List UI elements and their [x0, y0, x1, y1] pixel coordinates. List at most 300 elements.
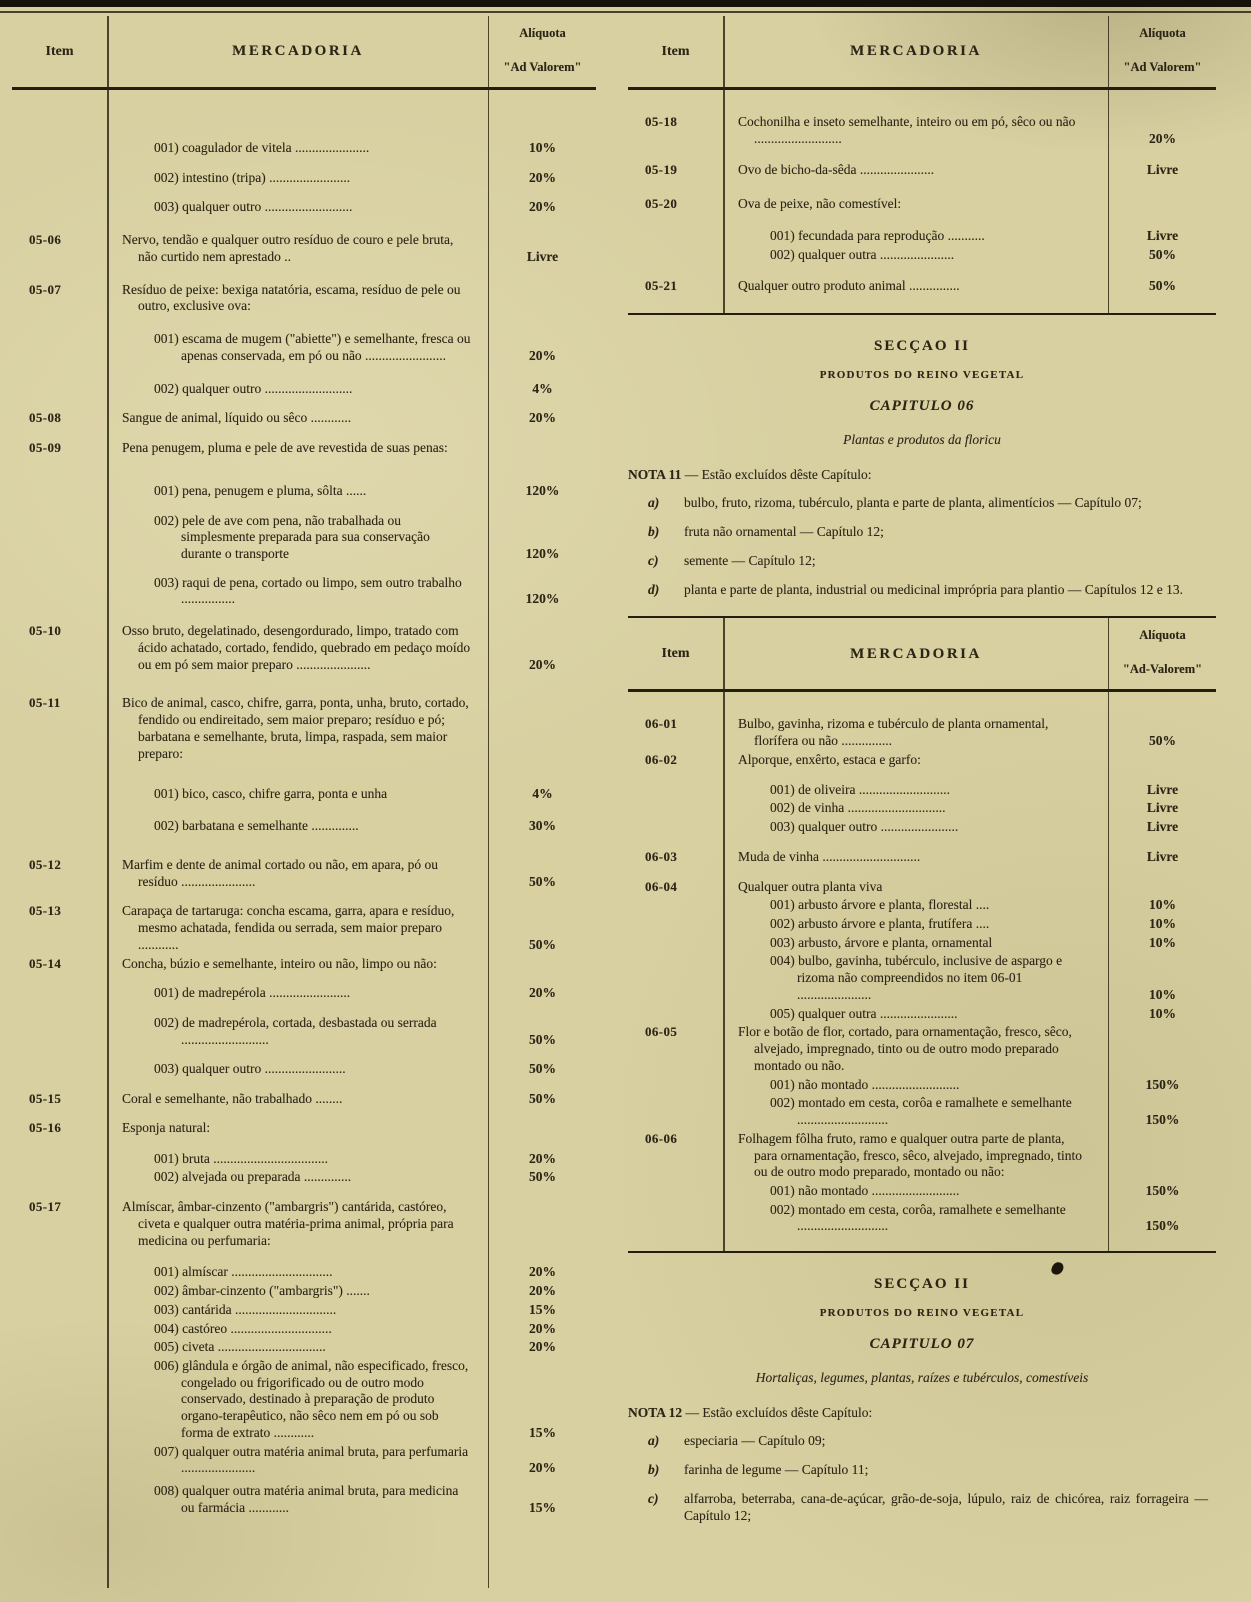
- tariff-row: [628, 750, 1216, 769]
- item-code: 05-19: [645, 162, 678, 178]
- merchandise-description: Concha, búzio e semelhante, inteiro ou não, limpo ou não:: [122, 955, 437, 971]
- ad-valorem-rate: 20%: [1149, 130, 1176, 146]
- column-divider: [107, 16, 109, 1588]
- item-code: [12, 1151, 107, 1168]
- ad-valorem-rate: Livre: [1146, 819, 1179, 835]
- column-header-aliquota: [489, 16, 596, 87]
- merchandise-description: Flor e botão de flor, cortado, para ornamentação, fresco, sêco, alvejado, impregnado, tinto ou de outro modo preparado montado ou não.: [738, 1024, 1072, 1073]
- ad-valorem-rate: 120%: [525, 482, 560, 498]
- tariff-row: [628, 933, 1216, 952]
- ad-valorem-rate: 20%: [529, 985, 556, 1001]
- item-code: [12, 1444, 107, 1477]
- item-code: 05-07: [29, 281, 62, 297]
- merchandise-description: 002) qualquer outro ..........................: [154, 380, 353, 396]
- tariff-row: [628, 836, 1216, 866]
- tariff-row: [12, 457, 596, 500]
- left-column: [12, 16, 596, 1588]
- item-code: [12, 818, 107, 835]
- ad-valorem-rate: 15%: [529, 1301, 556, 1317]
- tariff-row: [12, 1356, 596, 1442]
- exclusion-item-letter: b): [648, 1462, 660, 1478]
- tariff-table-right-06: [628, 616, 1216, 1253]
- merchandise-description: Qualquer outro produto animal ...............: [738, 278, 960, 294]
- tariff-row: [12, 365, 596, 398]
- exclusion-item-letter: a): [648, 1433, 660, 1449]
- ad-valorem-rate: 20%: [529, 410, 556, 426]
- ad-valorem-rate: Livre: [1146, 800, 1179, 816]
- ad-valorem-rate: 150%: [1145, 1182, 1180, 1198]
- item-code: 05-09: [29, 440, 62, 456]
- section-subtitle: PRODUTOS DO REINO VEGETAL: [819, 368, 1025, 381]
- tariff-row: [628, 1129, 1216, 1181]
- ad-valorem-rate: 10%: [529, 140, 556, 155]
- ad-valorem-rate: 10%: [1149, 986, 1176, 1002]
- ad-valorem-rate: [1109, 1131, 1216, 1181]
- tariff-row: [12, 954, 596, 973]
- tariff-row: [12, 608, 596, 673]
- exclusion-item-text: bulbo, fruto, rizoma, tubérculo, planta e parte de planta, alimentícios — Capítulo 07;: [684, 495, 1142, 511]
- merchandise-description: 001) arbusto árvore e planta, florestal ....: [770, 897, 990, 913]
- exclusion-item-text: alfarroba, beterraba, cana-de-açúcar, grão-de-soja, lúpulo, raiz de chicórea, raiz forrageira — Capítulo 12;: [684, 1490, 1208, 1523]
- ad-valorem-rate: 150%: [1145, 1112, 1180, 1128]
- item-code: 06-01: [645, 716, 678, 732]
- merchandise-description: 001) pena, penugem e pluma, sôlta ......: [154, 482, 367, 498]
- ad-valorem-rate: 20%: [529, 1320, 556, 1336]
- tariff-row: [628, 147, 1216, 179]
- ad-valorem-rate: 10%: [1149, 1005, 1176, 1021]
- column-divider: [488, 16, 490, 1588]
- item-code: [12, 483, 107, 500]
- item-code: [628, 935, 723, 952]
- exclusion-item: [628, 1491, 1216, 1524]
- tariff-row: [12, 157, 596, 187]
- item-code: 05-14: [29, 955, 62, 971]
- ad-valorem-rate: 50%: [529, 1031, 556, 1047]
- ad-valorem-label: "Ad-Valorem": [1122, 661, 1203, 676]
- ad-valorem-rate: 50%: [1149, 278, 1176, 294]
- exclusion-item: [628, 582, 1216, 599]
- tariff-row: [12, 1442, 596, 1477]
- merchandise-description: 003) qualquer outro ........................: [154, 1061, 346, 1077]
- tariff-row: [12, 1137, 596, 1168]
- exclusion-item-letter: c): [648, 552, 659, 568]
- merchandise-description: 001) não montado ..........................: [770, 1182, 960, 1198]
- merchandise-description: 001) escama de mugem ("abiette") e semelhante, fresca ou apenas conservada, em pó ou não ........................: [154, 331, 471, 363]
- tariff-row: [628, 769, 1216, 799]
- merchandise-description: 001) de oliveira ...........................: [770, 781, 950, 797]
- ad-valorem-rate: 50%: [529, 1091, 556, 1107]
- item-code: 05-06: [29, 232, 62, 248]
- tariff-row: [12, 1249, 596, 1281]
- merchandise-description: Marfim e dente de animal cortado ou não, em apara, pó ou resíduo ......................: [122, 856, 439, 889]
- item-code: 06-05: [645, 1024, 678, 1040]
- item-code: 06-03: [645, 848, 678, 864]
- merchandise-description: Osso bruto, degelatinado, desengordurado, limpo, tratado com ácido achatado, cortado, fendido, quebrado em pedaço moído ou em pó sem maior preparo ......................: [122, 623, 471, 672]
- ad-valorem-rate: 15%: [529, 1499, 556, 1515]
- merchandise-description: Bico de animal, casco, chifre, garra, ponta, unha, bruto, cortado, fendido ou endireitado, sem maior preparo; resíduo e pó; barbatana e semelhante, bruta, limpa, raspada, sem maior preparo:: [122, 695, 469, 761]
- exclusion-item-letter: b): [648, 524, 660, 540]
- section-title: SECÇAO II: [874, 338, 970, 355]
- ad-valorem-rate: Livre: [1146, 227, 1179, 243]
- tariff-row: [12, 673, 596, 762]
- table-body: [628, 692, 1216, 1235]
- tariff-row: [12, 1337, 596, 1356]
- item-code: [12, 1358, 107, 1442]
- scan-edge-artifact: [0, 0, 1251, 7]
- ad-valorem-rate: 15%: [529, 1424, 556, 1440]
- item-code: 05-11: [29, 695, 61, 711]
- ad-valorem-rate: 20%: [529, 1150, 556, 1166]
- tariff-row: [12, 563, 596, 608]
- tariff-row: [628, 692, 1216, 749]
- ad-valorem-rate: [489, 695, 596, 762]
- item-code: [12, 199, 107, 216]
- exclusion-item: [628, 495, 1216, 512]
- merchandise-description: Muda de vinha .............................: [738, 848, 921, 864]
- ad-valorem-rate: 10%: [1149, 915, 1176, 931]
- item-code: [628, 1006, 723, 1023]
- ad-valorem-rate: [1109, 879, 1216, 896]
- exclusion-item: [628, 1433, 1216, 1450]
- tariff-row: [12, 216, 596, 265]
- item-code: [12, 1264, 107, 1281]
- ad-valorem-rate: 50%: [529, 1061, 556, 1077]
- ad-valorem-rate: 20%: [529, 1460, 556, 1476]
- ad-valorem-label: "Ad Valorem": [1123, 59, 1202, 74]
- item-code: 05-21: [645, 278, 678, 294]
- tariff-table-left: [12, 16, 596, 1588]
- ad-valorem-rate: 4%: [532, 380, 553, 396]
- merchandise-description: 002) qualquer outra ......................: [770, 246, 955, 262]
- item-code: [628, 1095, 723, 1128]
- tariff-row: [12, 762, 596, 803]
- tariff-row: [628, 798, 1216, 817]
- merchandise-description: Bulbo, gavinha, rizoma e tubérculo de planta ornamental, florífera ou não ...............: [738, 716, 1049, 749]
- merchandise-description: 001) não montado ..........................: [770, 1076, 960, 1092]
- item-code: 06-02: [645, 751, 678, 767]
- ad-valorem-rate: Livre: [1146, 781, 1179, 797]
- item-code: [12, 985, 107, 1002]
- tariff-row: [628, 1075, 1216, 1094]
- nota-label: NOTA 11: [628, 466, 682, 482]
- item-code: [12, 513, 107, 563]
- item-code: [12, 381, 107, 398]
- merchandise-description: 001) almíscar ..............................: [154, 1264, 333, 1280]
- ad-valorem-rate: 10%: [1149, 897, 1176, 913]
- item-code: [12, 170, 107, 187]
- tariff-row: [628, 1004, 1216, 1023]
- merchandise-description: Ova de peixe, não comestível:: [738, 196, 902, 212]
- tariff-row: [12, 90, 596, 157]
- tariff-row: [628, 90, 1216, 147]
- merchandise-description: 002) de vinha .............................: [770, 800, 946, 816]
- tariff-row: [628, 1200, 1216, 1235]
- tariff-row: [628, 1022, 1216, 1074]
- tariff-row: [12, 1048, 596, 1078]
- item-code: 05-16: [29, 1119, 62, 1135]
- item-code: [12, 1339, 107, 1356]
- section-title: SECÇAO II: [874, 1276, 970, 1293]
- tariff-row: [628, 179, 1216, 213]
- ad-valorem-rate: 50%: [1149, 246, 1176, 262]
- item-code: [12, 1483, 107, 1516]
- tariff-row: [12, 186, 596, 216]
- tariff-row: [628, 263, 1216, 295]
- item-code: [628, 953, 723, 1003]
- merchandise-description: Qualquer outra planta viva: [738, 878, 883, 894]
- merchandise-description: Carapaça de tartaruga: concha escama, garra, apara e resíduo, mesmo achatada, fendida ou serrada, sem maior preparo ............: [122, 903, 455, 952]
- item-code: [12, 140, 107, 157]
- ad-valorem-rate: 20%: [529, 656, 556, 672]
- item-code: [12, 1015, 107, 1048]
- merchandise-description: Ovo de bicho-da-sêda ......................: [738, 162, 935, 178]
- merchandise-description: 003) raqui de pena, cortado ou limpo, sem outro trabalho ................: [154, 574, 462, 607]
- ad-valorem-rate: [489, 956, 596, 973]
- tariff-row: [628, 245, 1216, 264]
- ad-valorem-rate: 30%: [529, 818, 556, 834]
- merchandise-description: 003) cantárida ..............................: [154, 1301, 337, 1317]
- exclusion-item-text: fruta não ornamental — Capítulo 12;: [684, 524, 884, 540]
- ad-valorem-rate: Livre: [1146, 848, 1179, 864]
- merchandise-description: 004) castóreo ..............................: [154, 1320, 332, 1336]
- item-code: [628, 897, 723, 914]
- exclusion-item-letter: a): [648, 495, 660, 511]
- column-divider: [723, 618, 725, 1251]
- merchandise-description: 003) qualquer outro ..........................: [154, 199, 353, 215]
- merchandise-description: 008) qualquer outra matéria animal bruta, para medicina ou farmácia ............: [154, 1483, 459, 1515]
- item-code: 05-17: [29, 1199, 62, 1215]
- column-divider: [1108, 618, 1110, 1251]
- merchandise-description: Sangue de animal, líquido ou sêco ............: [122, 410, 352, 426]
- item-code: [12, 331, 107, 364]
- ad-valorem-rate: Livre: [1146, 162, 1179, 178]
- exclusion-item: [628, 1462, 1216, 1479]
- merchandise-description: 002) pele de ave com pena, não trabalhada ou simplesmente preparada para sua conservação durante o transporte: [154, 512, 430, 562]
- merchandise-description: Esponja natural:: [122, 1119, 211, 1135]
- merchandise-description: Resíduo de peixe: bexiga natatória, escama, resíduo de pele ou outro, exclusive ova:: [122, 281, 461, 314]
- nota-line: [628, 1405, 1216, 1422]
- tariff-row: [628, 951, 1216, 1003]
- tariff-row: [12, 1300, 596, 1319]
- item-code: 05-13: [29, 903, 62, 919]
- tariff-row: [628, 1181, 1216, 1200]
- ad-valorem-rate: 150%: [1145, 1076, 1180, 1092]
- chapter-title: CAPITULO 07: [869, 1336, 975, 1353]
- column-header-aliquota: [1109, 16, 1216, 87]
- item-code: 05-15: [29, 1091, 62, 1107]
- scan-edge-line: [0, 11, 1251, 13]
- tariff-row: [12, 1477, 596, 1516]
- ad-valorem-rate: 120%: [525, 546, 560, 562]
- ad-valorem-rate: [489, 1199, 596, 1249]
- ad-valorem-rate: [1109, 752, 1216, 769]
- ad-valorem-rate: 4%: [532, 786, 553, 802]
- tariff-row: [12, 397, 596, 427]
- merchandise-description: 002) alvejada ou preparada ..............: [154, 1169, 352, 1185]
- merchandise-description: 001) coagulador de vitela ......................: [154, 140, 370, 155]
- item-code: [12, 1302, 107, 1319]
- aliquota-label: Alíquota: [519, 26, 566, 40]
- exclusion-item-letter: c): [648, 1490, 659, 1506]
- column-divider: [1108, 16, 1110, 313]
- exclusion-item-text: farinha de legume — Capítulo 11;: [684, 1462, 869, 1478]
- ad-valorem-rate: 20%: [529, 169, 556, 185]
- aliquota-label: Alíquota: [1139, 628, 1186, 643]
- tariff-row: [12, 1167, 596, 1186]
- item-code: 06-06: [645, 1130, 678, 1146]
- item-code: [628, 247, 723, 264]
- column-divider: [723, 16, 725, 313]
- exclusion-item: [628, 553, 1216, 570]
- ad-valorem-rate: 50%: [529, 936, 556, 952]
- tariff-row: [12, 500, 596, 563]
- merchandise-description: 006) glândula e órgão de animal, não especificado, fresco, congelado ou frigorificado ou de outro modo conservado, destinado à preparação de produto organo-terapêutico, não sêco nem em pó ou sob forma de extrato ............: [154, 1357, 469, 1440]
- item-code: 05-12: [29, 856, 62, 872]
- ad-valorem-rate: 20%: [529, 347, 556, 363]
- table-header: [628, 618, 1216, 692]
- table-header: [628, 16, 1216, 90]
- merchandise-description: 001) bico, casco, chifre garra, ponta e unha: [154, 786, 388, 802]
- item-code: 05-18: [645, 114, 678, 129]
- exclusion-item-letter: d): [648, 581, 660, 597]
- tariff-row: [12, 1002, 596, 1048]
- merchandise-description: Alporque, enxêrto, estaca e garfo:: [738, 751, 921, 767]
- ad-valorem-rate: 20%: [529, 1283, 556, 1299]
- tariff-row: [12, 803, 596, 835]
- nota-exclusion-list: [628, 495, 1216, 598]
- tariff-row: [12, 1281, 596, 1300]
- tariff-row: [12, 1108, 596, 1137]
- item-code: [628, 782, 723, 799]
- item-code: 05-10: [29, 623, 62, 639]
- tariff-row: [12, 890, 596, 953]
- item-code: [12, 575, 107, 608]
- column-header-aliquota: [1109, 618, 1216, 689]
- nota-text: — Estão excluídos dêste Capítulo:: [684, 466, 872, 482]
- ad-valorem-rate: 150%: [1145, 1218, 1180, 1234]
- column-header-mercadoria: MERCADORIA: [850, 645, 982, 662]
- nota-line: [628, 467, 1216, 484]
- item-code: [628, 1077, 723, 1094]
- tariff-row: [628, 866, 1216, 896]
- merchandise-description: 001) de madrepérola ........................: [154, 985, 351, 1001]
- tariff-row: [12, 1319, 596, 1338]
- merchandise-description: Cochonilha e inseto semelhante, inteiro ou em pó, sêco ou não ..........................: [738, 114, 1076, 146]
- section-chapter-07: [628, 1253, 1216, 1524]
- chapter-subtitle: Hortaliças, legumes, plantas, raízes e tubérculos, comestíveis: [755, 1370, 1089, 1385]
- tariff-row: [12, 315, 596, 364]
- column-header-mercadoria: MERCADORIA: [850, 43, 982, 60]
- item-code: [12, 1321, 107, 1338]
- tariff-row: [628, 213, 1216, 245]
- ad-valorem-rate: 50%: [1149, 733, 1176, 749]
- column-header-mercadoria: MERCADORIA: [232, 43, 364, 60]
- ad-valorem-rate: Livre: [526, 248, 559, 264]
- tariff-row: [12, 972, 596, 1002]
- exclusion-item: [628, 524, 1216, 541]
- ad-valorem-rate: 10%: [1149, 934, 1176, 950]
- tariff-row: [12, 1078, 596, 1108]
- aliquota-label: Alíquota: [1139, 26, 1186, 40]
- table-body: [12, 90, 596, 1517]
- chapter-subtitle: Plantas e produtos da floricu: [843, 431, 1001, 447]
- tariff-row: [12, 835, 596, 890]
- column-header-item: Item: [661, 646, 690, 662]
- item-code: [12, 1061, 107, 1078]
- item-code: [628, 800, 723, 817]
- ad-valorem-rate: 50%: [529, 1169, 556, 1185]
- table-body: [628, 90, 1216, 295]
- ad-valorem-rate: 120%: [525, 591, 560, 607]
- item-code: [628, 228, 723, 245]
- ad-valorem-rate: [489, 282, 596, 315]
- item-code: [628, 1183, 723, 1200]
- merchandise-description: 005) qualquer outra .......................: [770, 1005, 958, 1021]
- merchandise-description: 002) de madrepérola, cortada, desbastada ou serrada ..........................: [154, 1014, 437, 1047]
- item-code: [12, 1169, 107, 1186]
- ad-valorem-rate: 50%: [529, 873, 556, 889]
- section-subtitle: PRODUTOS DO REINO VEGETAL: [819, 1306, 1025, 1319]
- merchandise-description: Pena penugem, pluma e pele de ave revestida de suas penas:: [122, 440, 448, 456]
- merchandise-description: 005) civeta ................................: [154, 1339, 326, 1355]
- ad-valorem-label: "Ad Valorem": [503, 59, 582, 74]
- tariff-row: [628, 914, 1216, 933]
- item-code: [628, 819, 723, 836]
- tariff-row: [628, 895, 1216, 914]
- ad-valorem-rate: 20%: [529, 1264, 556, 1280]
- nota-exclusion-list: [628, 1433, 1216, 1524]
- tariff-row: [12, 1186, 596, 1249]
- item-code: [12, 1283, 107, 1300]
- chapter-title: CAPITULO 06: [869, 398, 975, 415]
- ad-valorem-rate: [489, 440, 596, 457]
- merchandise-description: 002) intestino (tripa) ........................: [154, 169, 351, 185]
- merchandise-description: 002) barbatana e semelhante ..............: [154, 818, 359, 834]
- right-column: [628, 16, 1216, 1524]
- merchandise-description: 001) bruta ..................................: [154, 1150, 328, 1166]
- item-code: 05-08: [29, 410, 62, 426]
- item-code: [628, 916, 723, 933]
- column-header-item: Item: [45, 43, 74, 59]
- merchandise-description: 004) bulbo, gavinha, tubérculo, inclusive de aspargo e rizoma não compreendidos no item 06-01 ......................: [770, 953, 1063, 1002]
- ad-valorem-rate: 20%: [529, 1339, 556, 1355]
- nota-label: NOTA 12: [628, 1404, 683, 1420]
- tariff-row: [12, 266, 596, 315]
- tariff-table-right-05: [628, 16, 1216, 315]
- item-code: 05-20: [645, 196, 678, 212]
- item-code: [628, 1202, 723, 1235]
- exclusion-item-text: semente — Capítulo 12;: [684, 552, 816, 568]
- ad-valorem-rate: [1109, 196, 1216, 213]
- merchandise-description: Nervo, tendão e qualquer outro resíduo de couro e pele bruta, não curtido nem aprestado ..: [122, 232, 454, 264]
- tariff-row: [628, 1093, 1216, 1128]
- ad-valorem-rate: [1109, 1024, 1216, 1074]
- item-code: [12, 786, 107, 803]
- merchandise-description: 003) qualquer outro .......................: [770, 819, 959, 835]
- nota-text: — Estão excluídos dêste Capítulo:: [685, 1404, 873, 1420]
- merchandise-description: Folhagem fôlha fruto, ramo e qualquer outra parte de planta, para ornamentação, fresco, sêco, alvejado, impregnado, tinto ou de outro modo preparado, montado ou não:: [738, 1130, 1082, 1180]
- merchandise-description: 001) fecundada para reprodução ...........: [770, 227, 985, 243]
- merchandise-description: 003) arbusto, árvore e planta, ornamental: [770, 934, 993, 950]
- merchandise-description: 002) arbusto árvore e planta, frutífera ....: [770, 915, 990, 931]
- exclusion-item-text: especiaria — Capítulo 09;: [684, 1433, 826, 1449]
- ad-valorem-rate: 20%: [529, 199, 556, 215]
- merchandise-description: 002) montado em cesta, corôa, ramalhete e semelhante ...........................: [770, 1201, 1066, 1234]
- column-header-item: Item: [661, 43, 690, 59]
- tariff-row: [628, 817, 1216, 836]
- merchandise-description: 002) âmbar-cinzento ("ambargris") .......: [154, 1283, 370, 1299]
- item-code: 06-04: [645, 878, 678, 894]
